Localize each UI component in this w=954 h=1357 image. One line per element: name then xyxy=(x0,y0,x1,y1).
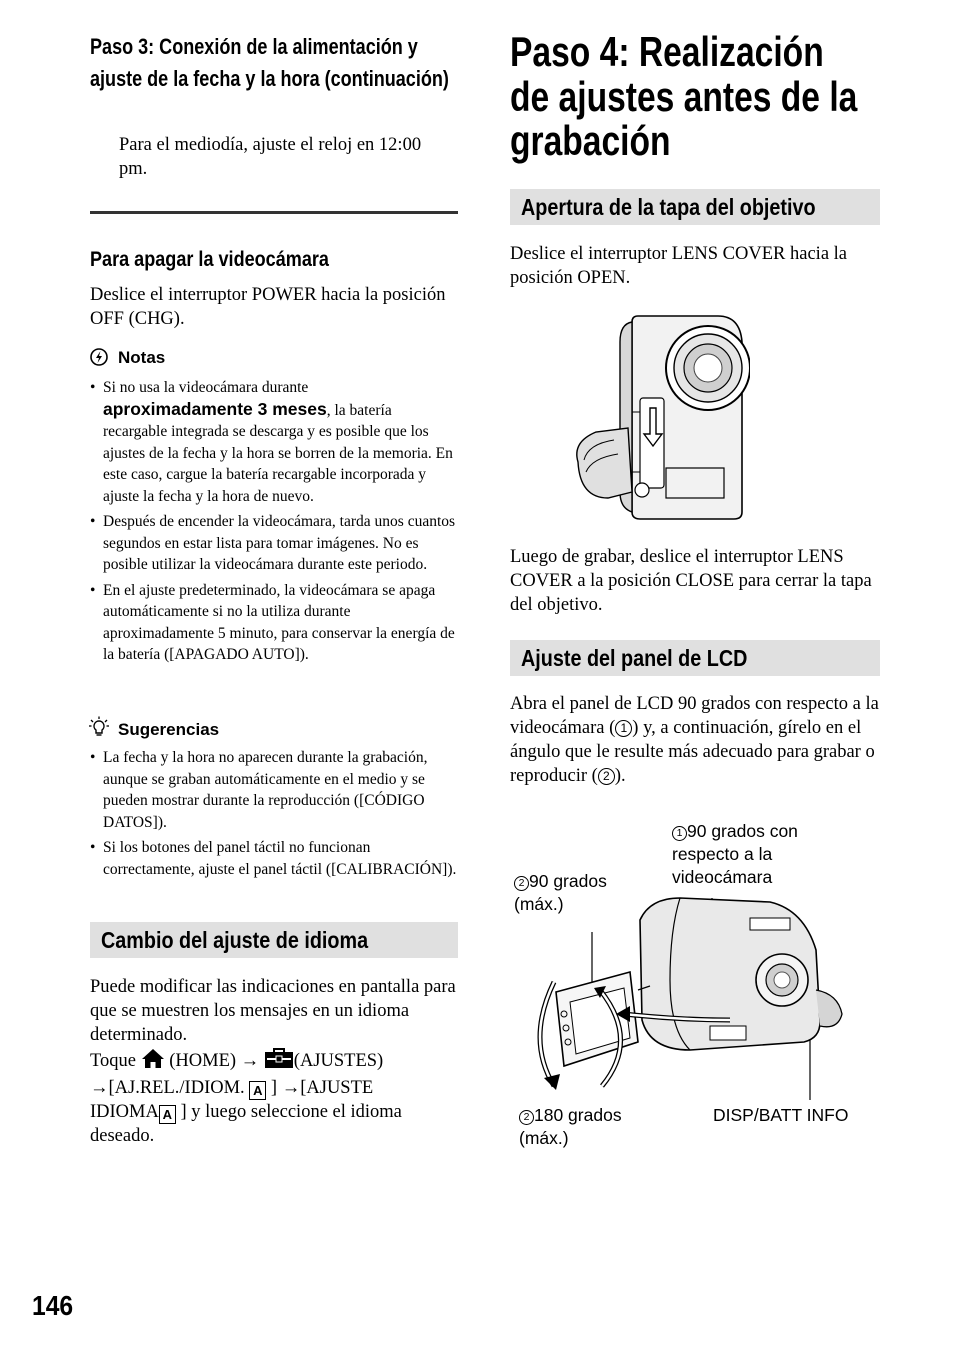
page-number: 146 xyxy=(32,1290,74,1321)
lens-body-close: Luego de grabar, deslice el interruptor LENS COVER a la posición CLOSE para cerrar la tapa del objetivo. xyxy=(510,547,872,615)
step-marker-1: 1 xyxy=(672,826,687,841)
list-item xyxy=(90,837,458,880)
step-marker-2: 2 xyxy=(598,768,615,785)
label1-line1: 90 grados con xyxy=(687,821,798,841)
label1-line3: videocámara xyxy=(672,867,773,887)
touch-label: Toque xyxy=(90,1051,136,1071)
settings-label: (AJUSTES) xyxy=(293,1051,384,1071)
lcd-body-a: Abra el panel de LCD 90 grados con respecto a la videocámara ( xyxy=(510,694,879,738)
label-90-degrees-camera xyxy=(672,820,842,889)
running-header-line2: ajuste de la fecha y la hora (continuación) xyxy=(90,66,449,91)
lens-heading: Apertura de la tapa del objetivo xyxy=(521,194,816,220)
lens-body-open: Deslice el interruptor LENS COVER hacia la posición OPEN. xyxy=(510,244,848,288)
tips-list xyxy=(90,747,458,880)
noon-instruction: Para el mediodía, ajuste el reloj en 12:00 pm. xyxy=(119,135,422,179)
language-rest: ] y luego seleccione el idioma deseado. xyxy=(90,1102,402,1146)
lcd-body-b: ) y, a continuación, gírelo en el ángulo que le resulte más adecuado para grabar o reproducir ( xyxy=(510,718,875,786)
list-item xyxy=(90,747,458,833)
label1-line2: respecto a la xyxy=(672,844,773,864)
list-item xyxy=(90,377,458,507)
lcd-heading: Ajuste del panel de LCD xyxy=(521,645,748,671)
tip1-text: La fecha y la hora no aparecen durante la grabación, aunque se graban automáticamente en el medio y se pueden mostrar durante la reproducción ([CÓDIGO DATOS]). xyxy=(103,749,428,831)
tip2-text: Si los botones del panel táctil no funcionan correctamente, ajuste el panel táctil ([CALIBRACIÓN]). xyxy=(103,839,457,878)
lcd-body xyxy=(510,692,880,788)
power-off-heading: Para apagar la videocámara xyxy=(90,248,329,271)
idioma-label: IDIOMA xyxy=(90,1102,159,1122)
note2-text: Después de encender la videocámara, tarda unos cuantos segundos en estar lista para tomar imágenes. No es posible utilizar la videocámara durante este periodo. xyxy=(103,513,456,573)
note1-bold: aproximadamente 3 meses xyxy=(103,398,327,419)
home-icon xyxy=(141,1048,165,1076)
power-off-body: Deslice el interruptor POWER hacia la posición OFF (CHG). xyxy=(90,285,446,329)
arrow-1: → xyxy=(240,1051,260,1071)
label3-line1: 180 grados xyxy=(534,1105,622,1125)
list-item xyxy=(90,580,458,666)
label2-line1: 90 grados xyxy=(529,871,607,891)
camera-front-illustration xyxy=(568,312,750,522)
language-a-icon: A xyxy=(159,1105,176,1124)
notes-heading xyxy=(90,348,165,371)
lightbulb-icon xyxy=(88,716,110,743)
notes-icon xyxy=(90,348,108,371)
step-marker-2: 2 xyxy=(514,876,529,891)
note1-text-b: , la batería recargable integrada se descarga y es posible que los ajustes de la fecha y la hora se borren de la memoria. En este caso, cargue la batería recargable incorporada y ajuste la fecha y la hora de nuevo. xyxy=(103,401,453,505)
tips-title: Sugerencias xyxy=(118,720,220,739)
notes-title: Notas xyxy=(118,348,166,367)
page-title-line3: grabación xyxy=(510,117,671,164)
bracket-1: ] xyxy=(270,1078,278,1098)
language-a-icon: A xyxy=(249,1081,266,1100)
step-marker-1: 1 xyxy=(615,720,632,737)
ajuste-label: [AJUSTE xyxy=(300,1078,374,1098)
note3-text: En el ajuste predeterminado, la videocámara se apaga automáticamente si no la utiliza durante aproximadamente 5 minuto, para conservar la energía de la batería ([APAGADO AUTO]). xyxy=(103,581,455,663)
tips-heading xyxy=(88,716,219,743)
step-marker-2: 2 xyxy=(519,1110,534,1125)
arrow-3: → xyxy=(281,1078,301,1098)
list-item xyxy=(90,511,458,576)
running-header-line1: Paso 3: Conexión de la alimentación y xyxy=(90,34,418,59)
label3-line2: (máx.) xyxy=(519,1128,569,1148)
label-180-degrees-max xyxy=(519,1104,669,1150)
toolbox-icon xyxy=(264,1047,294,1076)
note1-text-a: Si no usa la videocámara durante xyxy=(103,379,309,396)
section-divider xyxy=(90,211,458,214)
page-title-line2: de ajustes antes de la xyxy=(510,73,858,120)
notes-list xyxy=(90,377,458,666)
page-title-line1: Paso 4: Realización xyxy=(510,28,824,75)
language-body xyxy=(90,975,458,1148)
language-intro: Puede modificar las indicaciones en pantalla para que se muestren los mensajes en un idioma determinado. xyxy=(90,977,456,1045)
label2-line2: (máx.) xyxy=(514,894,564,914)
arrow-2: → xyxy=(90,1078,109,1098)
lcd-body-c: ). xyxy=(614,766,626,786)
camera-lcd-illustration xyxy=(520,890,850,1100)
ajrel-label: [AJ.REL./IDIOM. xyxy=(108,1078,245,1098)
label-disp-batt-info: DISP/BATT INFO xyxy=(713,1105,849,1125)
language-heading: Cambio del ajuste de idioma xyxy=(101,927,369,953)
home-label: (HOME) xyxy=(169,1051,237,1071)
